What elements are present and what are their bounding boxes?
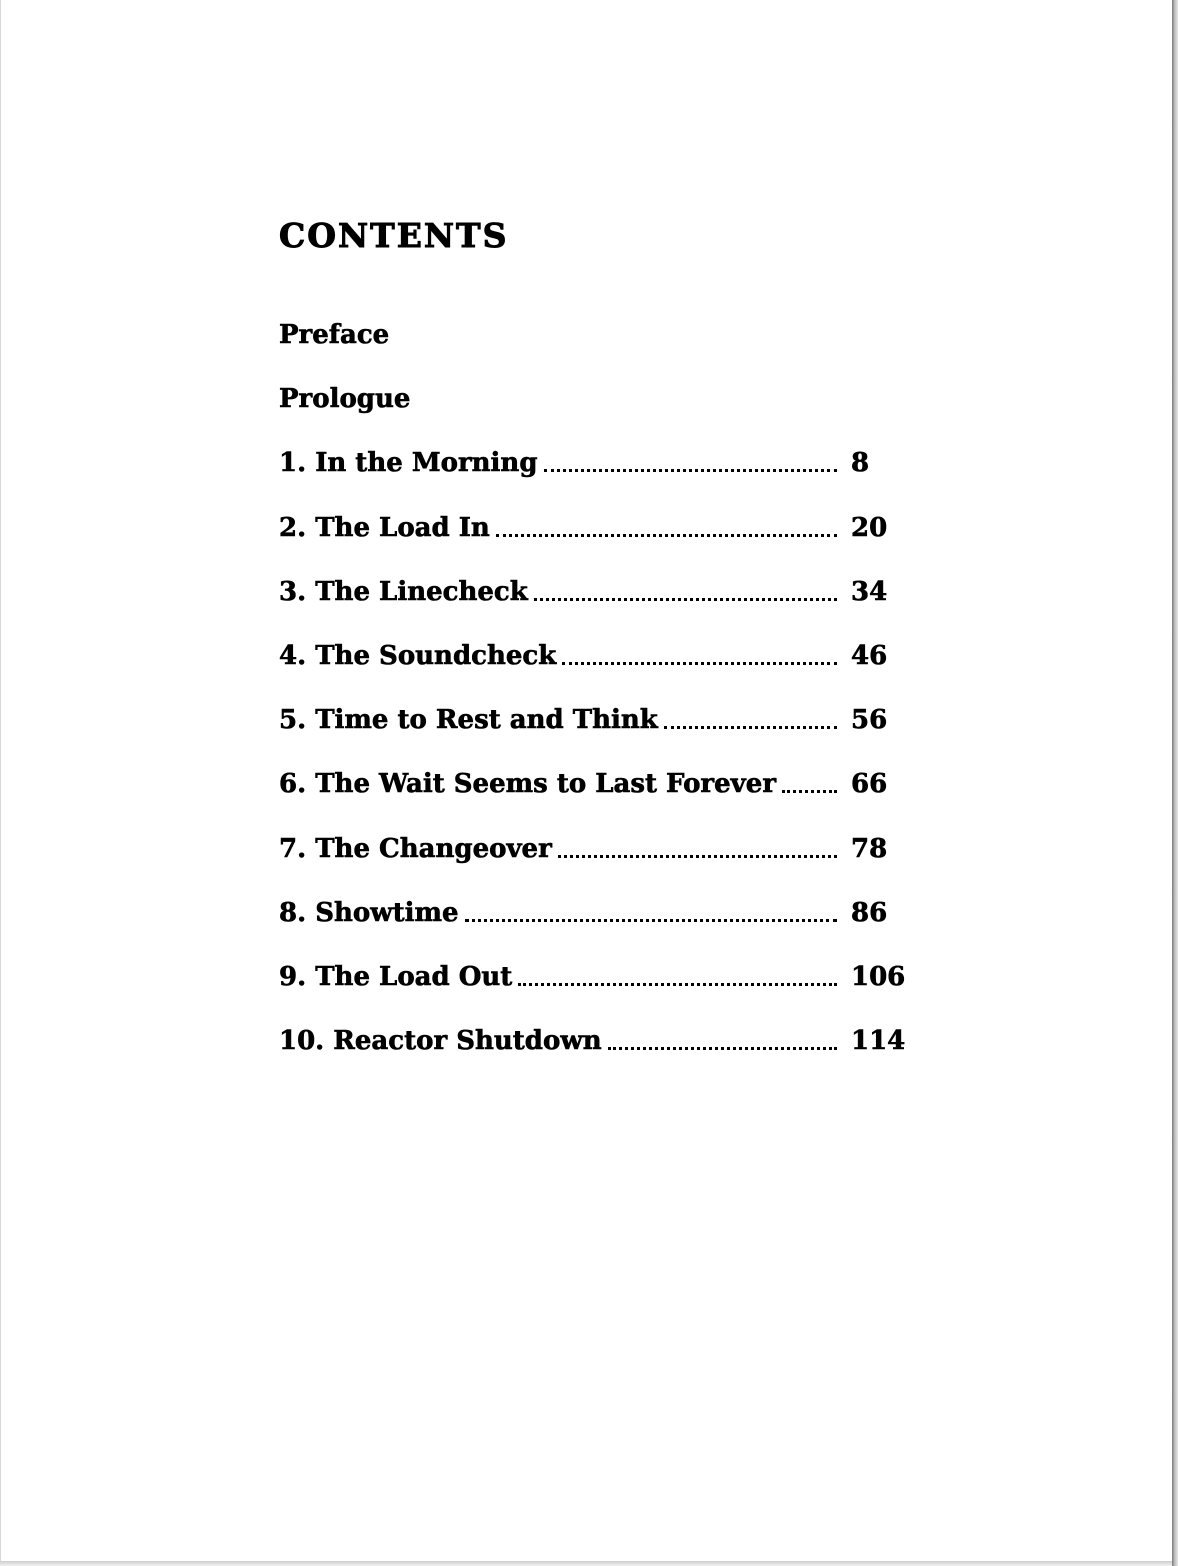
dot-leader <box>518 983 837 986</box>
contents-heading: CONTENTS <box>279 216 509 255</box>
toc-page-number: 106 <box>851 961 906 992</box>
toc-page-number: 56 <box>851 705 888 736</box>
toc-page-number: 114 <box>851 1026 906 1057</box>
toc-entry-label: Prologue <box>279 384 411 415</box>
toc-entry-label: 2. The Load In <box>279 512 490 543</box>
table-of-contents <box>279 214 919 1088</box>
toc-entry-chapter-3[interactable] <box>279 575 919 639</box>
toc-entry-chapter-4[interactable] <box>279 639 919 703</box>
toc-entry-chapter-7[interactable] <box>279 832 919 896</box>
dot-leader <box>534 598 837 601</box>
toc-page-number: 20 <box>851 512 888 543</box>
toc-entry-label: 1. In the Morning <box>279 448 538 479</box>
toc-entry-label: 5. Time to Rest and Think <box>279 705 658 736</box>
dot-leader <box>496 534 837 537</box>
dot-leader <box>465 919 837 922</box>
toc-entry-label: 8. Showtime <box>279 897 459 928</box>
dot-leader <box>608 1047 837 1050</box>
toc-entry-chapter-9[interactable] <box>279 960 919 1024</box>
toc-entry-chapter-2[interactable] <box>279 511 919 575</box>
toc-entry-preface[interactable] <box>279 318 919 382</box>
toc-entry-label: 9. The Load Out <box>279 961 513 992</box>
toc-entry-chapter-1[interactable] <box>279 446 919 510</box>
toc-page-number: 46 <box>851 640 888 671</box>
toc-entry-chapter-10[interactable] <box>279 1024 919 1088</box>
dot-leader <box>544 469 837 472</box>
toc-entry-prologue[interactable] <box>279 382 919 446</box>
dot-leader <box>664 726 837 729</box>
page-bottom-shadow <box>0 1562 1172 1566</box>
toc-entry-label: 3. The Linecheck <box>279 576 528 607</box>
toc-page-number: 66 <box>851 769 888 800</box>
toc-page-number: 78 <box>851 833 888 864</box>
toc-entry-label: 6. The Wait Seems to Last Forever <box>279 769 777 800</box>
toc-entry-label: 4. The Soundcheck <box>279 640 557 671</box>
toc-entry-chapter-5[interactable] <box>279 703 919 767</box>
page-edge-shadow <box>1172 0 1178 1566</box>
dot-leader <box>558 855 837 858</box>
dot-leader <box>782 790 837 793</box>
toc-page-number: 34 <box>851 576 888 607</box>
toc-entry-label: 7. The Changeover <box>279 833 552 864</box>
dot-leader <box>562 662 837 665</box>
toc-page-number: 86 <box>851 897 888 928</box>
toc-entry-label: 10. Reactor Shutdown <box>279 1026 602 1057</box>
toc-entry-label: Preface <box>279 320 390 350</box>
toc-entry-chapter-8[interactable] <box>279 896 919 960</box>
toc-entry-chapter-6[interactable] <box>279 767 919 831</box>
toc-page-number: 8 <box>851 448 870 479</box>
